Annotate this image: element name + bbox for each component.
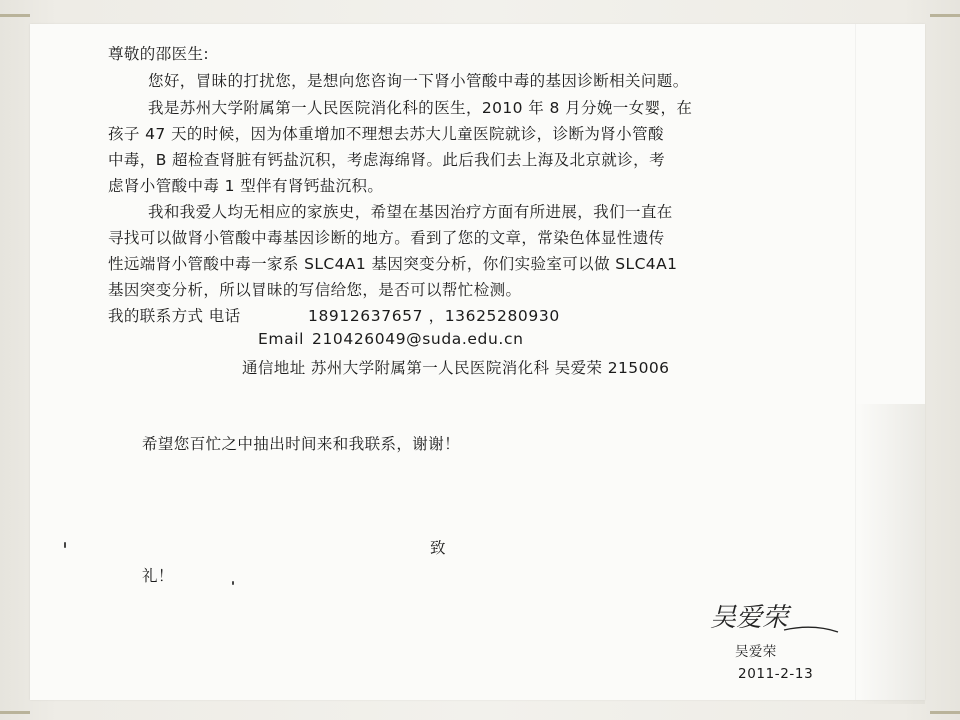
paragraph-3-line-1: 我和我爱人均无相应的家族史，希望在基因治疗方面有所进展，我们一直在 (148, 203, 673, 221)
paragraph-2-line-3: 中毒，B 超检查肾脏有钙盐沉积，考虑海绵肾。此后我们去上海及北京就诊，考 (108, 151, 665, 169)
paragraph-2-line-4: 虑肾小管酸中毒 1 型伴有肾钙盐沉积。 (108, 177, 384, 195)
paragraph-2-line-1: 我是苏州大学附属第一人民医院消化科的医生，2010 年 8 月分娩一女婴，在 (148, 99, 693, 117)
paragraph-1: 您好，冒昧的打扰您，是想向您咨询一下肾小管酸中毒的基因诊断相关问题。 (148, 72, 689, 90)
paragraph-3-line-2: 寻找可以做肾小管酸中毒基因诊断的地方。看到了您的文章，常染色体显性遗传 (108, 229, 665, 247)
closing-zhi: 致 (430, 539, 446, 557)
scan-speck (232, 581, 234, 585)
signature-flourish-icon (702, 596, 842, 638)
scan-speck (64, 542, 66, 548)
letter-body (30, 24, 925, 700)
scanned-letter-paper (30, 24, 925, 700)
email-label: Email (258, 330, 305, 348)
corner-rule-bottom-right (930, 711, 960, 714)
closing-request: 希望您百忙之中抽出时间来和我联系，谢谢！ (142, 435, 461, 453)
corner-rule-top-left (0, 14, 30, 17)
signature-glyphs: 吴爱荣 (710, 603, 789, 633)
closing-li: 礼！ (142, 567, 174, 585)
salutation: 尊敬的邵医生: (108, 45, 210, 63)
paragraph-3-line-3: 性远端肾小管酸中毒一家系 SLC4A1 基因突变分析，你们实验室可以做 SLC4A1 (108, 255, 678, 273)
mailing-address: 通信地址 苏州大学附属第一人民医院消化科 吴爱荣 215006 (242, 359, 670, 377)
email-address: 210426049@suda.edu.cn (312, 330, 524, 348)
contact-label: 我的联系方式 电话 (108, 307, 241, 325)
handwritten-signature (702, 596, 842, 638)
corner-rule-top-right (930, 14, 960, 17)
letter-date: 2011-2-13 (738, 666, 814, 682)
signer-name: 吴爱荣 (735, 644, 777, 660)
paragraph-3-line-4: 基因突变分析，所以冒昧的写信给您，是否可以帮忙检测。 (108, 281, 522, 299)
corner-rule-bottom-left (0, 711, 30, 714)
phone-numbers: 18912637657 ，13625280930 (308, 307, 560, 325)
paragraph-2-line-2: 孩子 47 天的时候，因为体重增加不理想去苏大儿童医院就诊，诊断为肾小管酸 (108, 125, 664, 143)
